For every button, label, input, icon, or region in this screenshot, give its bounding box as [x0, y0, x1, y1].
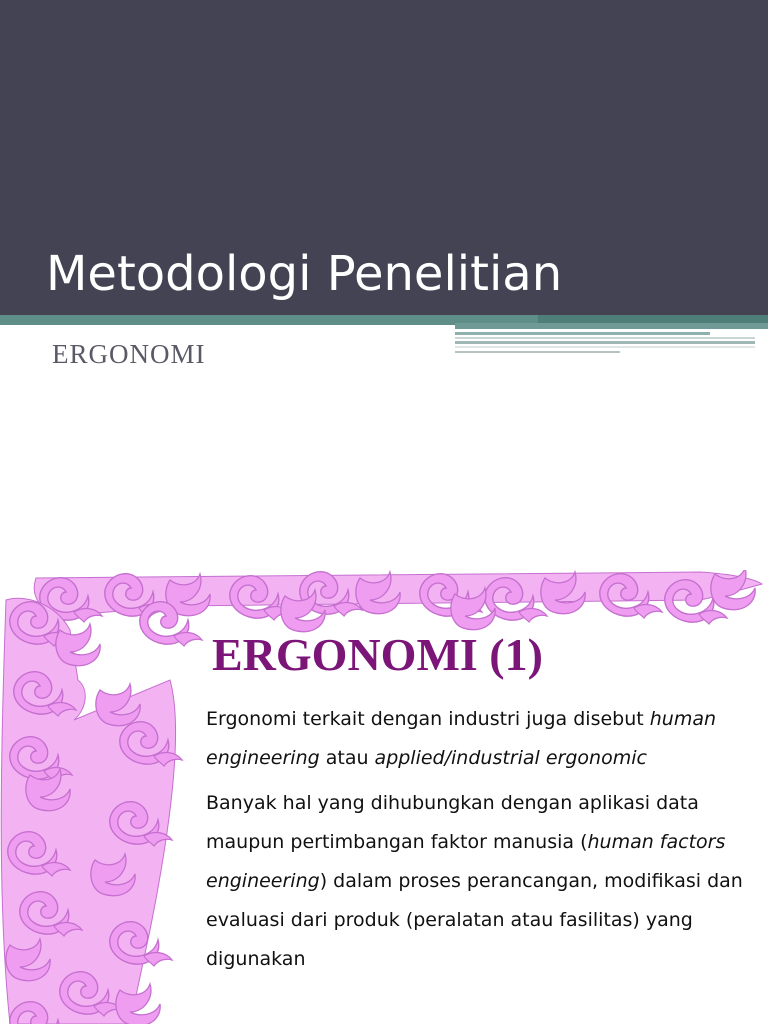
paragraph-1 — [206, 700, 751, 778]
content-slide-title: ERGONOMI (1) — [212, 629, 543, 680]
paragraph-2-italic-a: human factors engineering — [206, 831, 726, 892]
slide-gap — [0, 430, 768, 570]
paragraph-1-text-a: Ergonomi terkait dengan industri juga disebut — [206, 708, 650, 730]
paragraph-1-italic-b: applied/industrial ergonomic — [374, 747, 647, 769]
title-slide — [0, 0, 768, 430]
slide-subtitle: ERGONOMI — [52, 339, 206, 369]
paragraph-2-text-b: ) dalam proses perancangan, modifikasi dan evaluasi dari produk (peralatan atau fasilitas) yang digunakan — [206, 870, 743, 970]
paragraph-2-text-a: Banyak hal yang dihubungkan dengan aplikasi data maupun pertimbangan faktor manusia ( — [206, 792, 699, 853]
paragraph-2 — [206, 784, 751, 979]
paragraph-1-italic-a: human engineering — [206, 708, 717, 769]
content-slide-body — [206, 700, 751, 985]
content-slide — [0, 570, 768, 1024]
slide-title: Metodologi Penelitian — [46, 246, 563, 302]
paragraph-1-text-b: atau — [319, 747, 375, 769]
